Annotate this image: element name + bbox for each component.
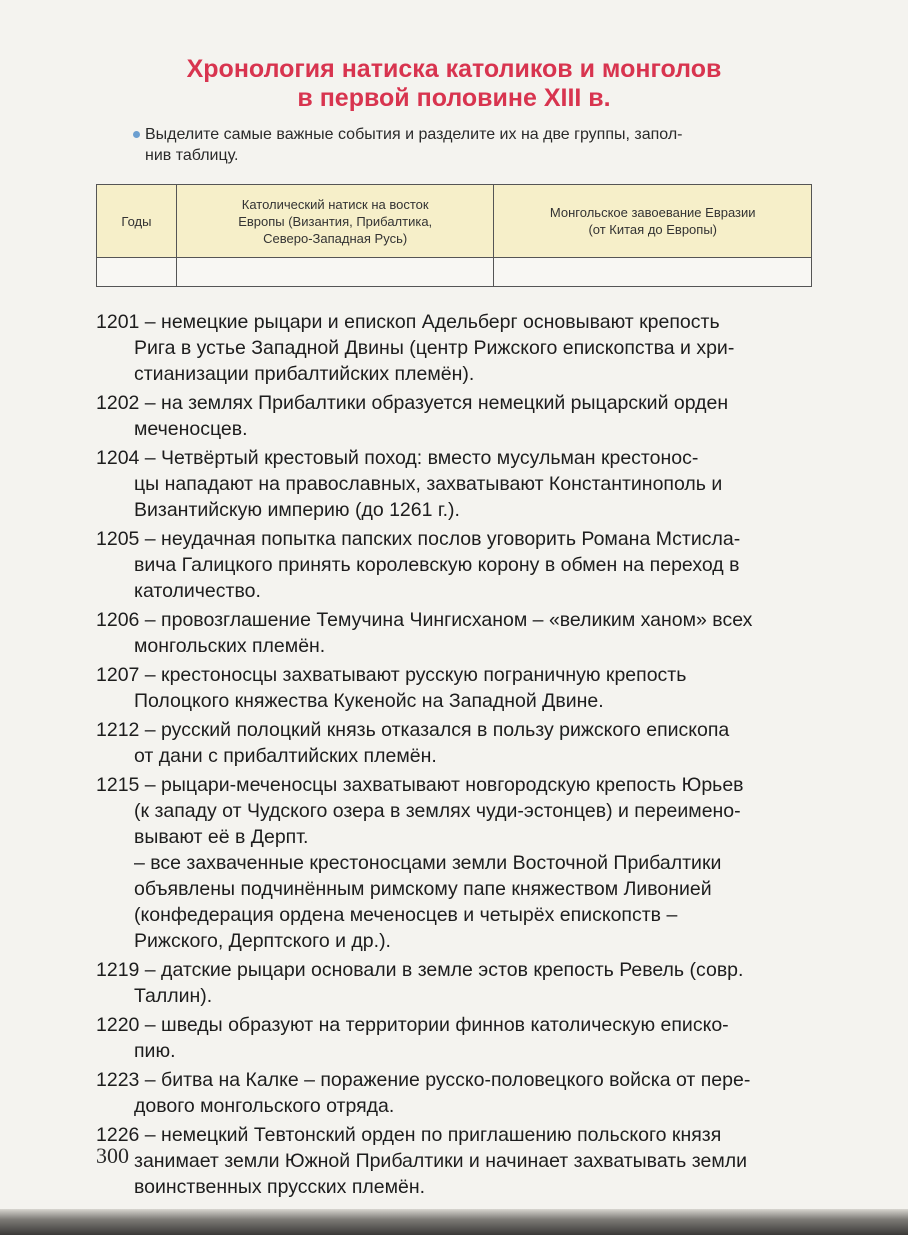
entry-line: 1204 – Четвёртый крестовый поход: вместо мусульман крестонос- [96,447,699,469]
chronology-entry [96,309,812,387]
entry-line: стианизации прибалтийских племён). [134,363,475,385]
task-line-1: Выделите самые важные события и разделите их на две группы, запол- [145,126,683,143]
entry-line: 1206 – провозглашение Темучина Чингисханом – «великим ханом» всех [96,609,753,631]
table-cell-years[interactable] [97,258,177,287]
header-mongol [494,185,812,258]
entry-line: Рижского, Дерптского и др.). [134,930,391,952]
table-row [97,258,812,287]
page-title [0,55,908,113]
task-instruction [145,124,825,166]
entry-line: 1223 – битва на Калке – поражение русско-половецкого войска от пере- [96,1069,751,1091]
entry-line: 1219 – датские рыцари основали в земле эстов крепость Ревель (совр. [96,959,744,981]
chronology-entries [96,309,812,1203]
entry-line: (к западу от Чудского озера в землях чуди-эстонцев) и переимено- [134,800,741,822]
entry-line: 1212 – русский полоцкий князь отказался в пользу рижского епископа [96,719,730,741]
entry-line: дового монгольского отряда. [134,1095,395,1117]
title-line-2: в первой половине XIII в. [297,84,611,112]
entry-line: католичество. [134,580,261,602]
chronology-entry [96,957,812,1009]
entry-line: 1205 – неудачная попытка папских послов уговорить Романа Мстисла- [96,528,741,550]
entry-line: от дани с прибалтийских племён. [134,745,437,767]
header-mongol-line: Монгольское завоевание Евразии [549,205,756,220]
bullet-icon [133,131,140,138]
entry-line: монгольских племён. [134,635,326,657]
entry-line: – все захваченные крестоносцами земли Восточной Прибалтики [134,852,722,874]
entry-line: 1201 – немецкие рыцари и епископ Адельберг основывают крепость [96,311,720,333]
entry-line: (конфедерация ордена меченосцев и четырёх епископств – [134,904,678,926]
entry-line: Рига в устье Западной Двины (центр Рижского епископства и хри- [134,337,735,359]
header-catholic [176,185,494,258]
entry-line: занимает земли Южной Прибалтики и начинает захватывать земли [134,1150,747,1172]
entry-line: 1226 – немецкий Тевтонский орден по приглашению польского князя [96,1124,722,1146]
page-edge-shadow [0,1209,908,1235]
entry-line: 1202 – на землях Прибалтики образуется немецкий рыцарский орден [96,392,729,414]
chronology-entry [96,607,812,659]
chronology-entry [96,1067,812,1119]
entry-line: 1207 – крестоносцы захватывают русскую пограничную крепость [96,664,687,686]
entry-line: вывают её в Дерпт. [134,826,309,848]
chronology-table [96,184,812,287]
page-number: 300 [96,1143,129,1168]
title-line-1: Хронология натиска католиков и монголов [186,55,722,83]
task-line-2: нив таблицу. [145,147,239,164]
entry-line: меченосцев. [134,418,248,440]
chronology-entry [96,772,812,954]
chronology-entry [96,526,812,604]
header-mongol-line: (от Китая до Европы) [588,222,717,237]
header-years [97,185,177,258]
chronology-entry [96,390,812,442]
chronology-entry [96,1122,812,1200]
entry-line: Таллин). [134,985,213,1007]
entry-line: объявлены подчинённым римскому папе княжеством Ливонией [134,878,712,900]
entry-line: пию. [134,1040,176,1062]
entry-line: 1215 – рыцари-меченосцы захватывают новгородскую крепость Юрьев [96,774,744,796]
entry-line: цы нападают на православных, захватывают Константинополь и [134,473,723,495]
chronology-entry [96,717,812,769]
entry-line: вича Галицкого принять королевскую корону в обмен на переход в [134,554,740,576]
chronology-entry [96,445,812,523]
entry-line: Византийскую империю (до 1261 г.). [134,499,460,521]
header-catholic-line: Северо-Западная Русь) [263,230,408,246]
table-header-row [97,185,812,258]
table-cell-catholic[interactable] [176,258,494,287]
entry-line: 1220 – шведы образуют на территории финнов католическую еписко- [96,1014,729,1036]
chronology-entry [96,1012,812,1064]
header-catholic-line: Европы (Византия, Прибалтика, [238,213,433,229]
table-cell-mongol[interactable] [494,258,812,287]
chronology-entry [96,662,812,714]
header-years-label: Годы [121,213,152,229]
header-catholic-line: Католический натиск на восток [241,196,429,212]
entry-line: воинственных прусских племён. [134,1176,426,1198]
entry-line: Полоцкого княжества Кукенойс на Западной Двине. [134,690,604,712]
